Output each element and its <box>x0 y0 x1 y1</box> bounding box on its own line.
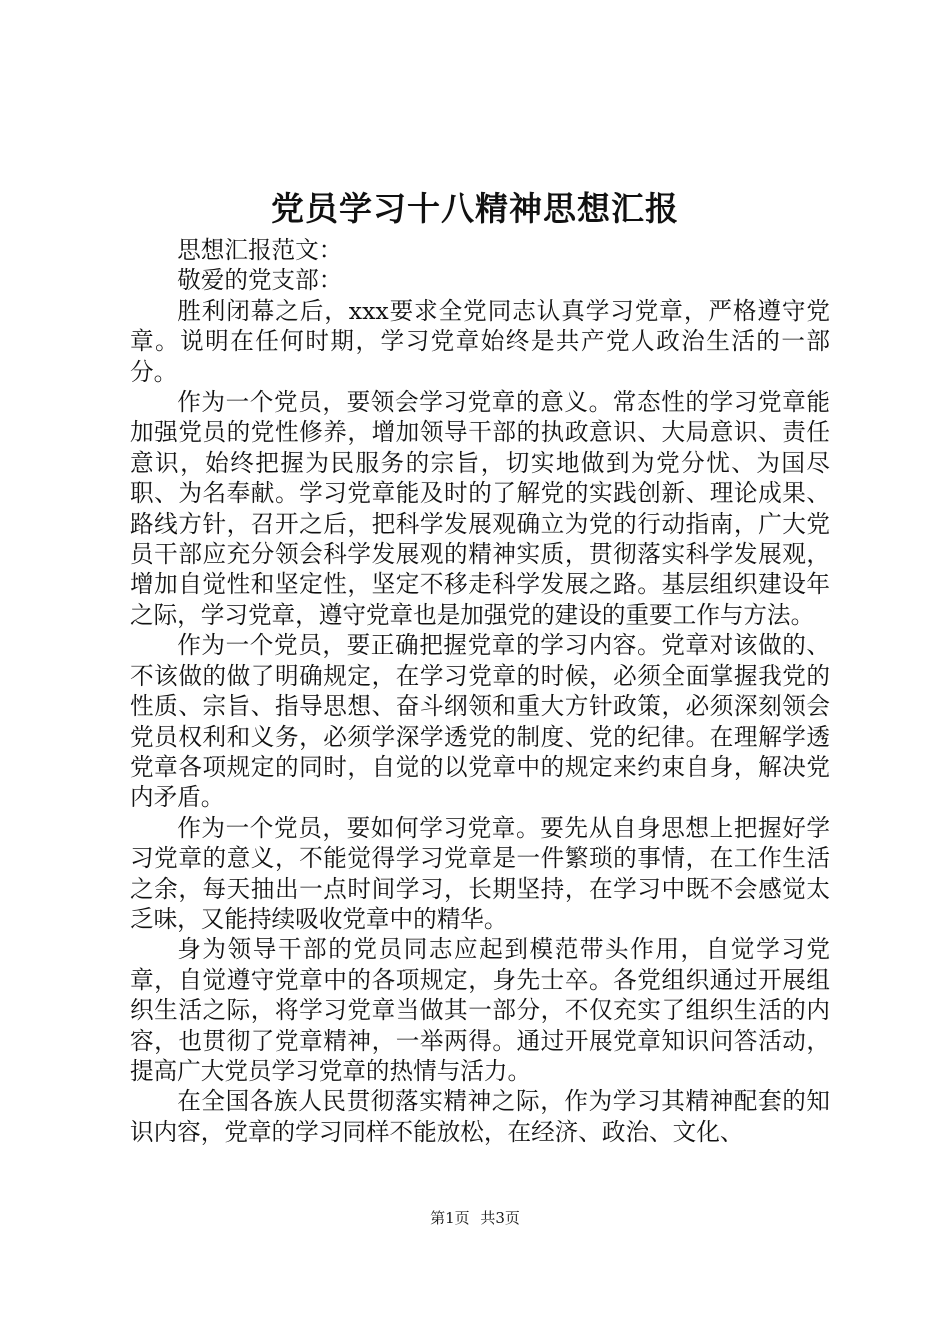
body-paragraph: 在全国各族人民贯彻落实精神之际，作为学习其精神配套的知识内容，党章的学习同样不能放松，在经济、政治、文化、 <box>130 1087 830 1146</box>
salutation-recipient: 敬爱的党支部： <box>177 266 343 295</box>
document-title: 党员学习十八精神思想汇报 <box>271 189 679 228</box>
body-paragraph: 作为一个党员，要如何学习党章。要先从自身思想上把握好学习党章的意义，不能觉得学习党章是一件繁琐的事情，在工作生活之余，每天抽出一点时间学习，长期坚持，在学习中既不会感觉太乏味，又能持续吸收党章中的精华。 <box>130 813 830 933</box>
page-total: 共3页 <box>480 1209 520 1227</box>
body-paragraph: 身为领导干部的党员同志应起到模范带头作用，自觉学习党章，自觉遵守党章中的各项规定，身先士卒。各党组织通过开展组织生活之际，将学习党章当做其一部分，不仅充实了组织生活的内容，也贯彻了党章精神，一举两得。通过开展党章知识问答活动，提高广大党员学习党章的热情与活力。 <box>130 935 830 1085</box>
salutation-heading: 思想汇报范文： <box>177 236 343 264</box>
page-footer <box>0 1208 950 1228</box>
body-paragraph: 胜利闭幕之后，xxx要求全党同志认真学习党章，严格遵守党章。说明在任何时期，学习党章始终是共产党人政治生活的一部分。 <box>130 296 830 386</box>
document-body <box>130 235 830 1147</box>
body-paragraph: 作为一个党员，要正确把握党章的学习内容。党章对该做的、不该做的做了明确规定，在学习党章的时候，必须全面掌握我党的性质、宗旨、指导思想、奋斗纲领和重大方针政策，必须深刻领会党员权利和义务，必须学深学透党的制度、党的纪律。在理解学透党章各项规定的同时，自觉的以党章中的规定来约束自身，解决党内矛盾。 <box>130 631 830 812</box>
body-paragraph: 作为一个党员，要领会学习党章的意义。常态性的学习党章能加强党员的党性修养，增加领导干部的执政意识、大局意识、责任意识，始终把握为民服务的宗旨，切实地做到为党分忧、为国尽职、为名奉献。学习党章能及时的了解党的实践创新、理论成果、路线方针，召开之后，把科学发展观确立为党的行动指南，广大党员干部应充分领会科学发展观的精神实质，贯彻落实科学发展观，增加自觉性和坚定性，坚定不移走科学发展之路。基层组织建设年之际，学习党章，遵守党章也是加强党的建设的重要工作与方法。 <box>130 388 830 629</box>
page-number: 第1页 <box>430 1209 470 1227</box>
